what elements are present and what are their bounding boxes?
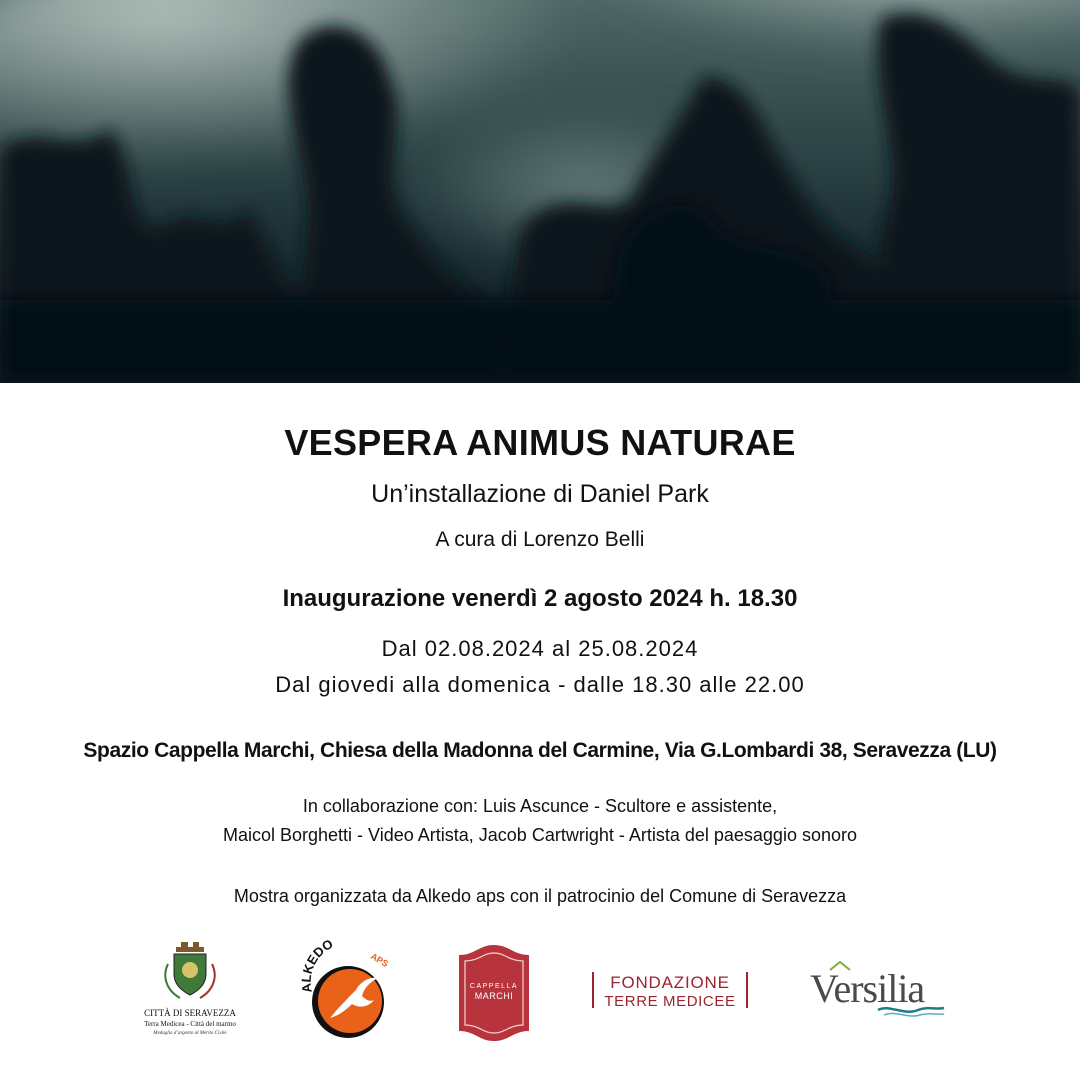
event-hours: Dal giovedi alla domenica - dalle 18.30 alle 22.00 xyxy=(275,672,805,697)
cappella-line1: CAPPELLA xyxy=(469,983,519,990)
misty-forest-image xyxy=(0,0,1080,383)
event-inauguration: Inaugurazione venerdì 2 agosto 2024 h. 18.30 xyxy=(282,585,798,612)
collaboration-line-2: Maicol Borghetti - Video Artista, Jacob Cartwright - Artista del paesaggio sonoro xyxy=(223,825,857,845)
alkedo-logo xyxy=(300,940,395,1040)
collaboration-line-1: In collaborazione con: Luis Ascunce - Scultore e assistente, xyxy=(302,796,778,816)
hero-photo xyxy=(0,0,1080,383)
event-venue: Spazio Cappella Marchi, Chiesa della Madonna del Carmine, Via G.Lombardi 38, Seravezza (LU) xyxy=(83,739,997,762)
alkedo-name: ALKEDO xyxy=(300,940,336,994)
event-subtitle: Un’installazione di Daniel Park xyxy=(371,480,709,508)
event-curator: A cura di Lorenzo Belli xyxy=(435,528,645,551)
organizer-line: Mostra organizzata da Alkedo aps con il patrocinio del Comune di Seravezza xyxy=(233,886,847,906)
fondazione-line2: TERRE MEDICEE xyxy=(604,993,736,1010)
cappella-marchi-logo xyxy=(455,943,533,1043)
fondazione-line1: FONDAZIONE xyxy=(610,973,730,992)
seravezza-medal: Medaglia d’argento al Merito Civile xyxy=(153,1031,227,1036)
cappella-line2: MARCHI xyxy=(474,991,514,1001)
versilia-wave-icon xyxy=(808,960,948,1020)
versilia-logo xyxy=(808,960,948,1020)
versilia-name: Versilia xyxy=(810,966,925,1011)
seravezza-logo xyxy=(135,940,245,1040)
fondazione-wordmark xyxy=(590,968,752,1012)
cappella-marchi-emblem-icon xyxy=(455,943,533,1043)
coat-of-arms-icon xyxy=(135,940,245,1040)
alkedo-suffix: APS xyxy=(369,951,391,969)
seravezza-motto: Terra Medicea - Città del marmo xyxy=(144,1020,236,1028)
fondazione-terre-medicee-logo xyxy=(590,968,752,1012)
alkedo-bird-icon xyxy=(300,940,395,1040)
event-dates: Dal 02.08.2024 al 25.08.2024 xyxy=(381,636,699,661)
seravezza-name: CITTÀ DI SERAVEZZA xyxy=(144,1008,236,1018)
event-title: VESPERA ANIMUS NATURAE xyxy=(284,422,796,463)
